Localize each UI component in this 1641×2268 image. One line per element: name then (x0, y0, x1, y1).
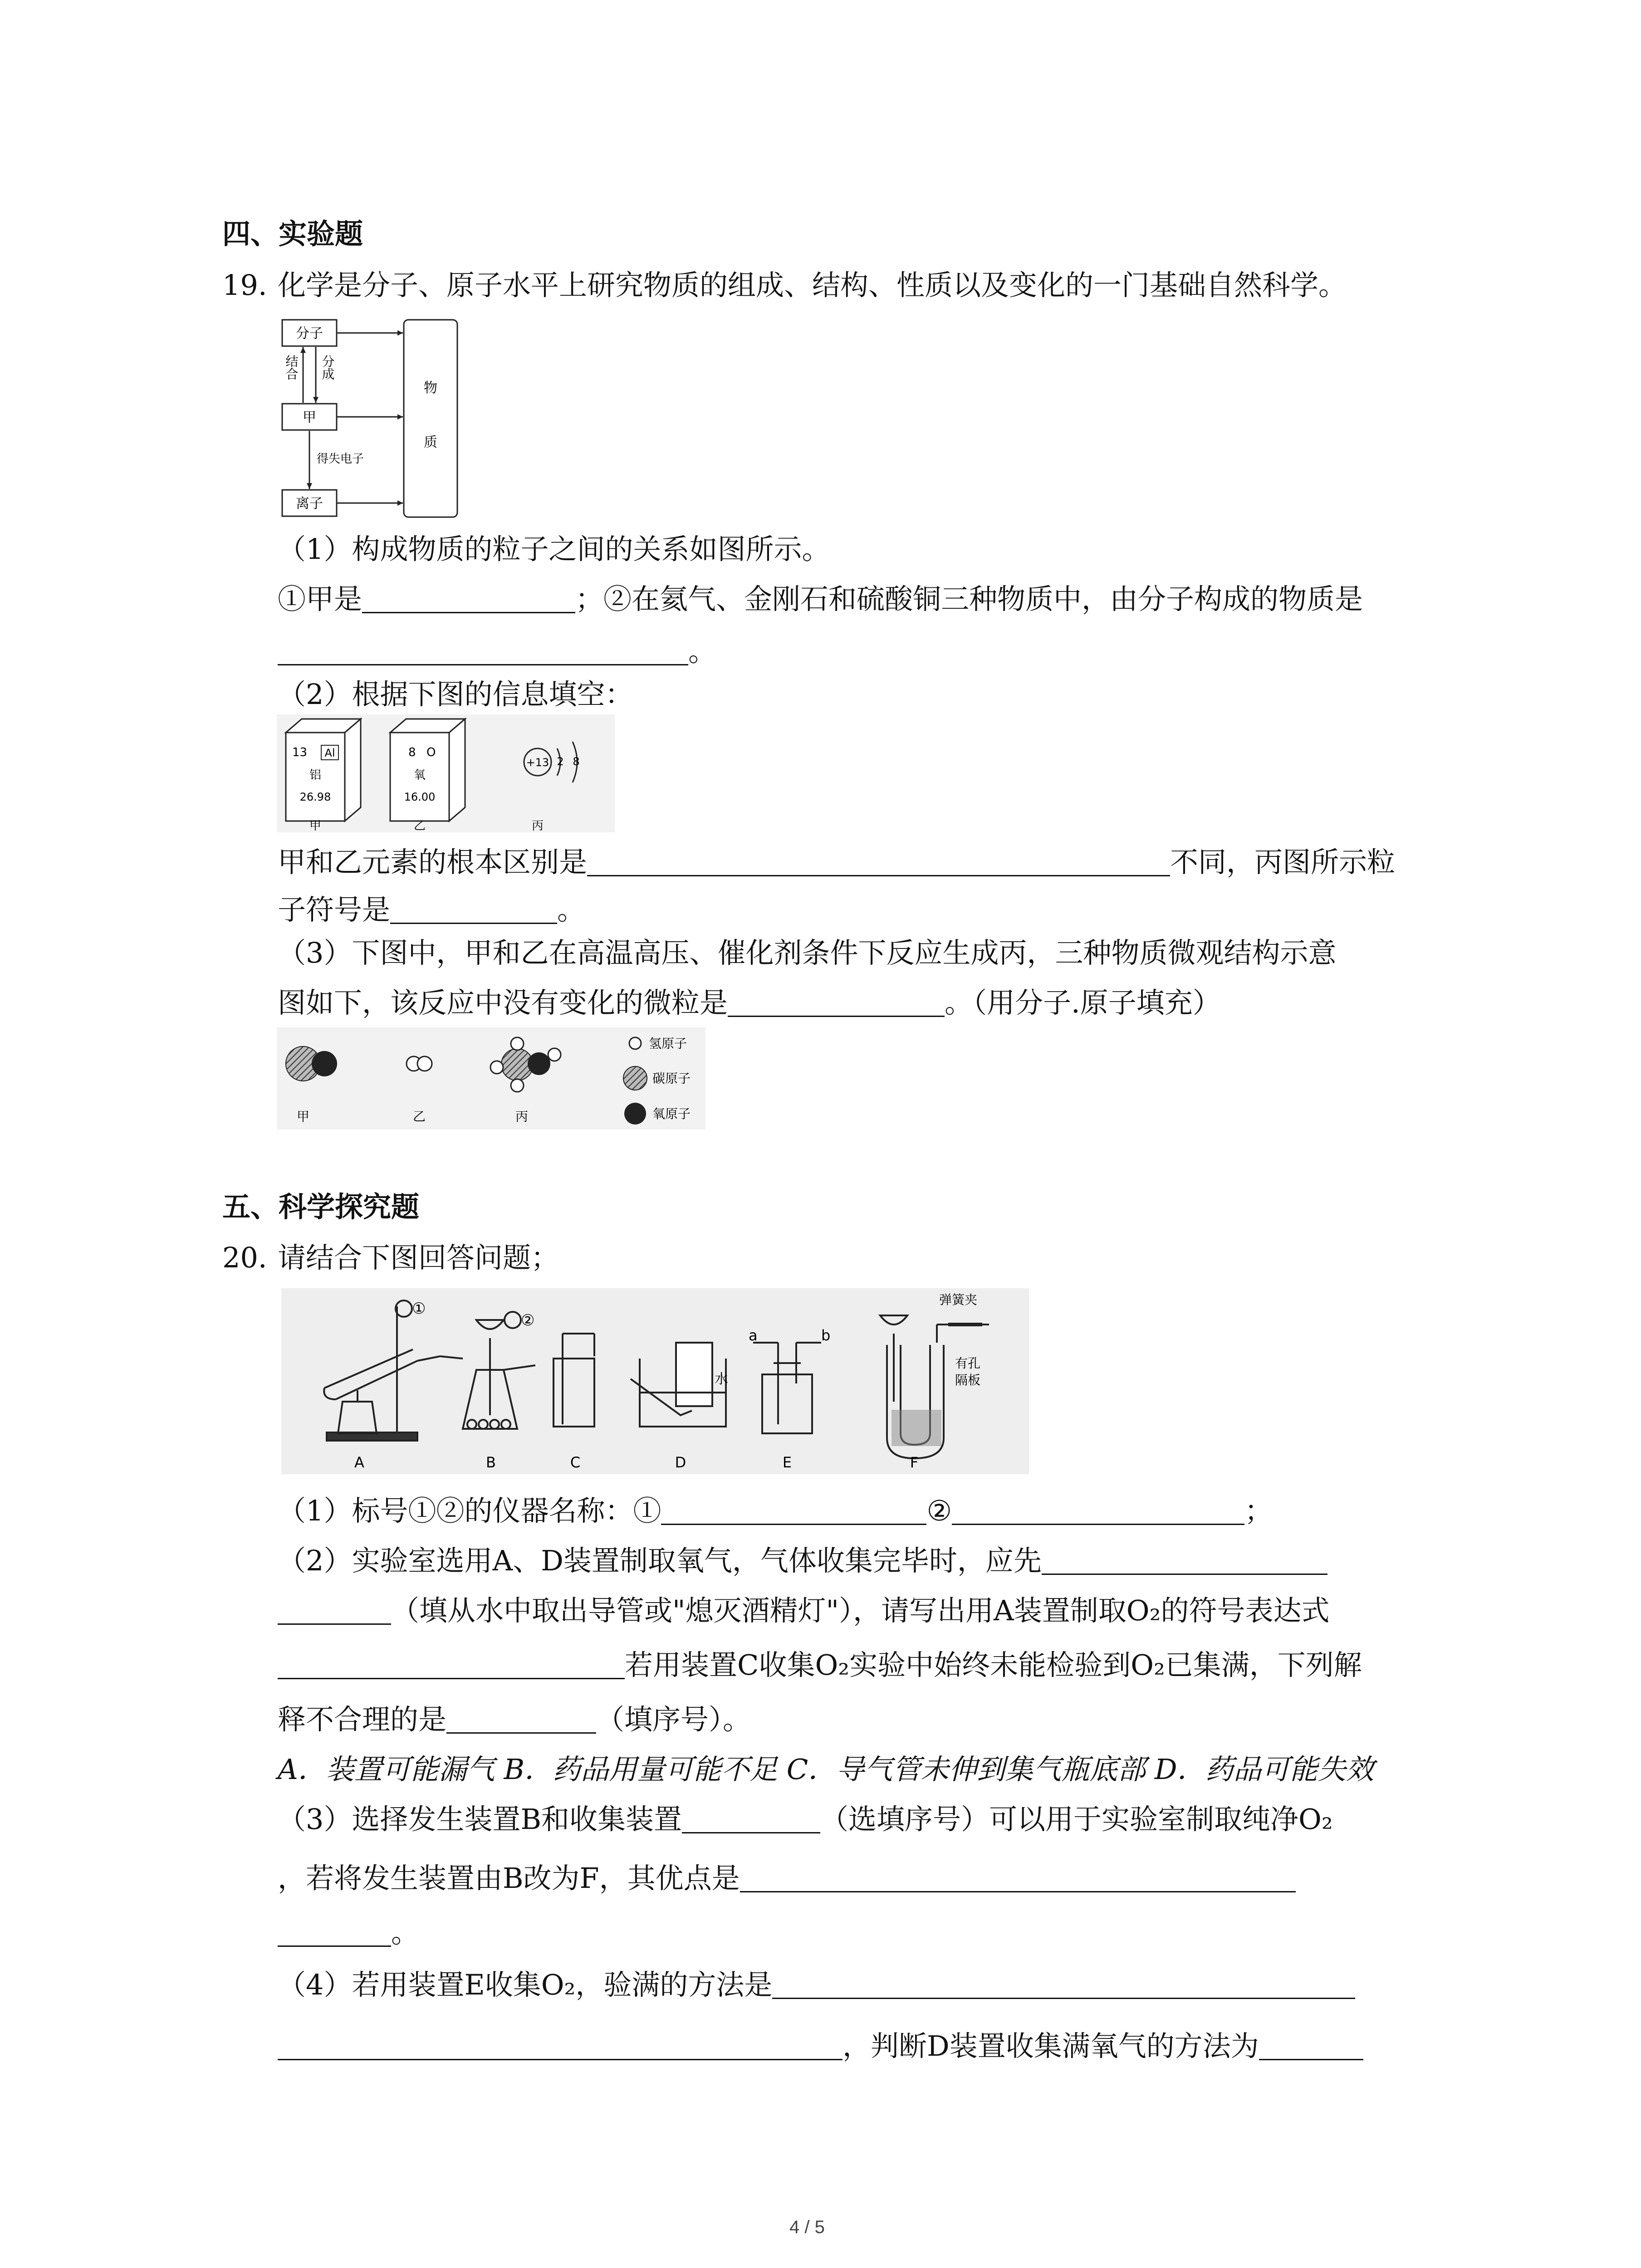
q19-answer-blank-molecular-substance[interactable] (278, 638, 688, 665)
q19-p1-a: ①甲是 (278, 582, 362, 616)
q20-answer-blank-check-full[interactable] (772, 1971, 1355, 1999)
legend-carbon: 碳原子 (652, 1071, 691, 1086)
q20-answer-blank-advantage[interactable] (740, 1865, 1296, 1892)
q20-p3-end: 。 (391, 1916, 420, 1949)
q20-p4-line2 (278, 2029, 1363, 2063)
diagram2-label-yi: 乙 (413, 819, 426, 832)
diagram2-label-jia: 甲 (309, 819, 322, 832)
q19-p2: （2）根据下图的信息填空： (278, 678, 633, 711)
diagram2-label-bing: 丙 (531, 819, 544, 832)
section-5-title: 五、科学探究题 (222, 1190, 420, 1223)
diagram1-decompose: 分成 (320, 355, 335, 380)
q20-answer-blank-collector[interactable] (682, 1806, 820, 1833)
q20-p2-line (278, 1544, 1327, 1577)
al-name: 铝 (309, 768, 322, 782)
al-atomic-number: 13 (292, 746, 308, 759)
q20-answer-blank-check-full-cont[interactable] (278, 2033, 843, 2060)
q20-p1-end: ； (1244, 1494, 1273, 1527)
q20-p3-b: （选填序号）可以用于实验室制取纯净O₂ (820, 1803, 1333, 1836)
q19-answer-blank-difference[interactable] (587, 849, 1170, 876)
label-perforated-1: 有孔 (955, 1356, 981, 1371)
q19-p2-line (278, 846, 1396, 879)
q20-p4-b: ，判断D装置收集满氧气的方法为 (843, 2029, 1259, 2063)
q20-p2-b: （填从水中取出导管或"熄灭酒精灯"），请写出用A装置制取O₂的符号表达式 (391, 1594, 1330, 1627)
q20-p2-line3 (278, 1648, 1362, 1681)
apparatus-label-e: E (782, 1454, 792, 1471)
o-symbol: O (426, 746, 436, 759)
o-name: 氧 (413, 768, 426, 782)
diagram1-substance-1: 物 (424, 380, 437, 396)
diagram3-label-jia: 甲 (296, 1109, 310, 1124)
label-perforated-2: 隔板 (955, 1373, 981, 1388)
q19-p2-line2 (278, 893, 586, 926)
q19-number: 19. (222, 269, 267, 302)
lab-apparatus-diagram (281, 1288, 1029, 1474)
q20-answer-blank-advantage-cont[interactable] (278, 1919, 391, 1947)
al-symbol: Al (324, 747, 335, 759)
q20-answer-blank-instrument-2[interactable] (952, 1497, 1244, 1525)
q19-p2-c: 子符号是 (278, 893, 391, 926)
o-atomic-number: 8 (408, 746, 416, 759)
ion-nucleus-charge: +13 (526, 756, 549, 769)
q20-p1-a: （1）标号①②的仪器名称：① (278, 1494, 661, 1527)
q20-options: A．装置可能漏气 B．药品用量可能不足 C．导气管未伸到集气瓶底部 D．药品可能失效 (278, 1753, 1374, 1786)
q20-p1-line (278, 1494, 1273, 1527)
label-b: b (821, 1327, 831, 1344)
q19-p3-c: 。（用分子.原子填充） (945, 986, 1221, 1019)
q19-p3-b: 图如下，该反应中没有变化的微粒是 (278, 986, 728, 1019)
page-number: 4 / 5 (789, 2217, 825, 2237)
apparatus-label-a: A (354, 1454, 364, 1471)
al-mass: 26.98 (299, 791, 331, 803)
q19-p1-end: 。 (688, 635, 717, 668)
q20-p2-a: （2）实验室选用A、D装置制取氧气，气体收集完毕时，应先 (278, 1544, 1042, 1577)
q20-p2-d: 释不合理的是 (278, 1703, 447, 1736)
diagram1-substance-2: 质 (424, 435, 437, 450)
diagram1-ion: 离子 (296, 496, 323, 512)
diagram1-jia: 甲 (303, 410, 316, 425)
q20-p2-c: 若用装置C收集O₂实验中始终未能检验到O₂已集满，下列解 (625, 1648, 1362, 1681)
molecule-structure-diagram (277, 1027, 705, 1129)
q19-p2-end: 。 (557, 893, 586, 926)
q19-stem: 化学是分子、原子水平上研究物质的组成、结构、性质以及变化的一门基础自然科学。 (278, 269, 1347, 302)
q19-p3-a: （3）下图中，甲和乙在高温高压、催化剂条件下反应生成丙，三种物质微观结构示意 (278, 936, 1337, 969)
q20-answer-blank-instrument-1[interactable] (661, 1497, 926, 1525)
q19-p1-line2 (278, 635, 717, 668)
element-info-diagram (277, 714, 615, 832)
diagram3-label-yi: 乙 (412, 1109, 426, 1124)
q20-p1-b: ② (926, 1494, 952, 1527)
q19-p2-a: 甲和乙元素的根本区别是 (278, 846, 588, 879)
q19-answer-blank-ion-symbol[interactable] (390, 896, 557, 924)
apparatus-label-c: C (570, 1454, 581, 1471)
q20-p4-line (278, 1968, 1355, 2001)
q20-p3-a: （3）选择发生装置B和收集装置 (278, 1803, 682, 1836)
q19-p3-line (278, 986, 1221, 1019)
q20-answer-blank-equation[interactable] (278, 1652, 625, 1679)
apparatus-label-d: D (675, 1454, 686, 1471)
q20-p3-c: ，若将发生装置由B改为F，其优点是 (278, 1862, 740, 1895)
legend-oxygen: 氧原子 (652, 1106, 691, 1121)
q20-answer-blank-first-step[interactable] (1042, 1547, 1327, 1575)
ion-shell-2: 8 (573, 755, 580, 768)
label-spring-clip: 弹簧夹 (939, 1292, 978, 1307)
q20-answer-blank-first-step-cont[interactable] (278, 1597, 391, 1625)
q20-number: 20. (222, 1241, 267, 1274)
apparatus-label-f: F (910, 1454, 919, 1471)
q20-p2-line4 (278, 1703, 751, 1736)
q19-p1: （1）构成物质的粒子之间的关系如图所示。 (278, 533, 830, 566)
particle-relation-diagram (277, 313, 463, 524)
marker-1: ① (412, 1300, 426, 1318)
section-4-title: 四、实验题 (222, 217, 363, 250)
q20-p3-line (278, 1803, 1333, 1836)
q20-p3-line2 (278, 1862, 1296, 1895)
q20-p3-line3 (278, 1916, 420, 1949)
diagram1-electron: 得失电子 (317, 452, 364, 466)
label-water: 水 (715, 1371, 728, 1387)
o-mass: 16.00 (404, 791, 436, 803)
q20-answer-blank-judge-d[interactable] (1259, 2033, 1363, 2060)
marker-2: ② (521, 1311, 535, 1330)
q19-p1-line (278, 582, 1363, 616)
q20-p4-a: （4）若用装置E收集O₂，验满的方法是 (278, 1968, 773, 2001)
diagram1-combine: 结合 (284, 355, 299, 380)
q19-answer-blank-unchanged-particle[interactable] (728, 989, 945, 1017)
q19-p2-b: 不同，丙图所示粒 (1170, 846, 1396, 879)
q20-p2-e: （填序号）。 (596, 1703, 751, 1736)
q20-answer-blank-unreasonable[interactable] (446, 1706, 596, 1734)
legend-hydrogen: 氢原子 (649, 1036, 687, 1051)
ion-shell-1: 2 (557, 755, 564, 768)
label-a: a (749, 1327, 758, 1344)
diagram1-molecule: 分子 (296, 326, 323, 342)
q19-p1-b: ；②在氦气、金刚石和硫酸铜三种物质中，由分子构成的物质是 (575, 582, 1363, 616)
q20-stem: 请结合下图回答问题； (278, 1241, 559, 1274)
q19-answer-blank-jia[interactable] (362, 586, 575, 613)
diagram3-label-bing: 丙 (515, 1109, 529, 1124)
q20-p2-line2 (278, 1594, 1330, 1627)
apparatus-label-b: B (486, 1454, 496, 1471)
